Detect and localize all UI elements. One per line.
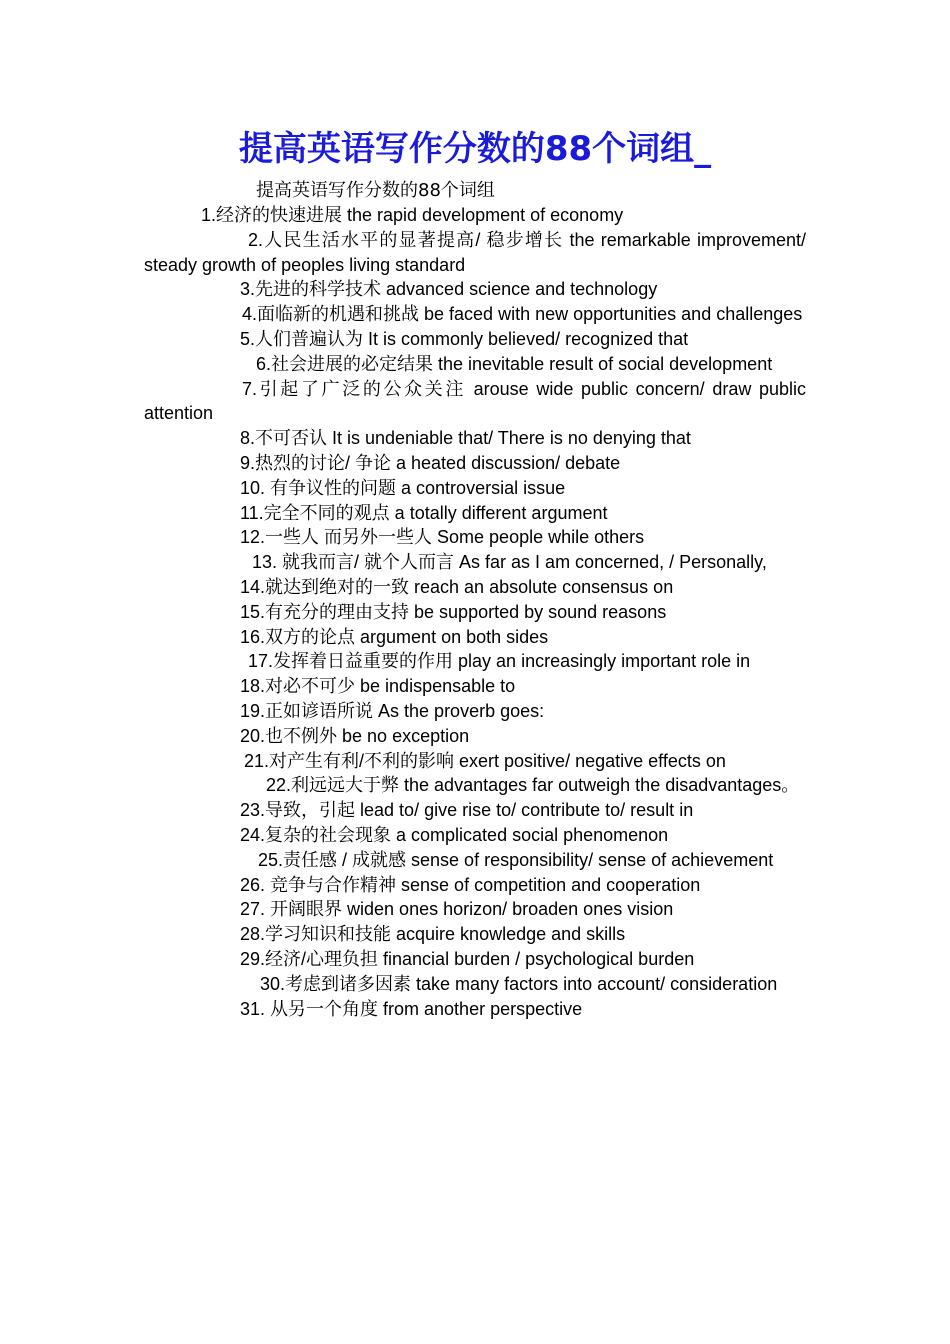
phrase-entry: 24.复杂的社会现象 a complicated social phenomenon [240,824,669,845]
phrase-entry: 5.人们普遍认为 It is commonly believed/ recognized that [240,328,689,349]
phrase-entry: 1.经济的快速进展 the rapid development of economy [201,205,624,225]
phrase-entry: 29.经济/心理负担 financial burden / psychological burden [240,948,695,969]
phrase-entry: 13. 就我而言/ 就个人而言 As far as I am concerned, / Personally, [252,552,767,573]
phrase-entry: 17.发挥着日益重要的作用 play an increasingly important role in [248,651,751,672]
phrase-entry: 14.就达到绝对的一致 reach an absolute consensus on [240,576,674,597]
phrase-entry: 23.导致，引起 lead to/ give rise to/ contribute to/ result in [240,800,694,821]
phrase-entry: 9.热烈的讨论/ 争论 a heated discussion/ debate [240,452,621,473]
phrase-entry: 11.完全不同的观点 a totally different argument [240,502,608,523]
phrase-entry: 8.不可否认 It is undeniable that/ There is no denying that [240,428,691,449]
phrase-entry: 2.人民生活水平的显著提高/ 稳步增长 the remarkable improvement/ steady growth of peoples living standard [144,229,806,275]
phrase-entry: 12.一些人 而另外一些人 Some people while others [240,527,645,548]
phrase-list [144,203,806,1021]
phrase-entry: 4.面临新的机遇和挑战 be faced with new opportunities and challenges [242,304,803,325]
phrase-entry: 15.有充分的理由支持 be supported by sound reasons [240,601,667,622]
document-subtitle: 提高英语写作分数的88个词组 [256,180,495,201]
phrase-entry: 20.也不例外 be no exception [240,725,470,746]
phrase-entry: 27. 开阔眼界 widen ones horizon/ broaden ones vision [240,899,674,920]
phrase-entry: 31. 从另一个角度 from another perspective [240,998,583,1019]
phrase-entry: 19.正如谚语所说 As the proverb goes: [240,700,545,721]
phrase-entry: 3.先进的科学技术 advanced science and technology [240,279,658,300]
phrase-entry: 28.学习知识和技能 acquire knowledge and skills [240,924,626,945]
phrase-entry: 10. 有争议性的问题 a controversial issue [240,477,566,498]
phrase-entry: 30.考虑到诸多因素 take many factors into account/ consideration [260,973,778,994]
phrase-entry: 26. 竞争与合作精神 sense of competition and cooperation [240,874,701,895]
phrase-entry: 16.双方的论点 argument on both sides [240,626,549,647]
phrase-entry: 7.引起了广泛的公众关注 arouse wide public concern/ draw public attention [144,378,806,424]
phrase-entry: 25.责任感 / 成就感 sense of responsibility/ sense of achievement [258,849,774,870]
document-page [144,120,806,1021]
phrase-entry: 22.利远远大于弊 the advantages far outweigh the disadvantages。 [266,775,800,796]
phrase-entry: 6.社会进展的必定结果 the inevitable result of social development [256,353,773,374]
phrase-entry: 21.对产生有利/不利的影响 exert positive/ negative effects on [244,750,726,771]
document-title: 提高英语写作分数的88个词组_ [238,129,712,169]
phrase-entry: 18.对必不可少 be indispensable to [240,676,516,697]
